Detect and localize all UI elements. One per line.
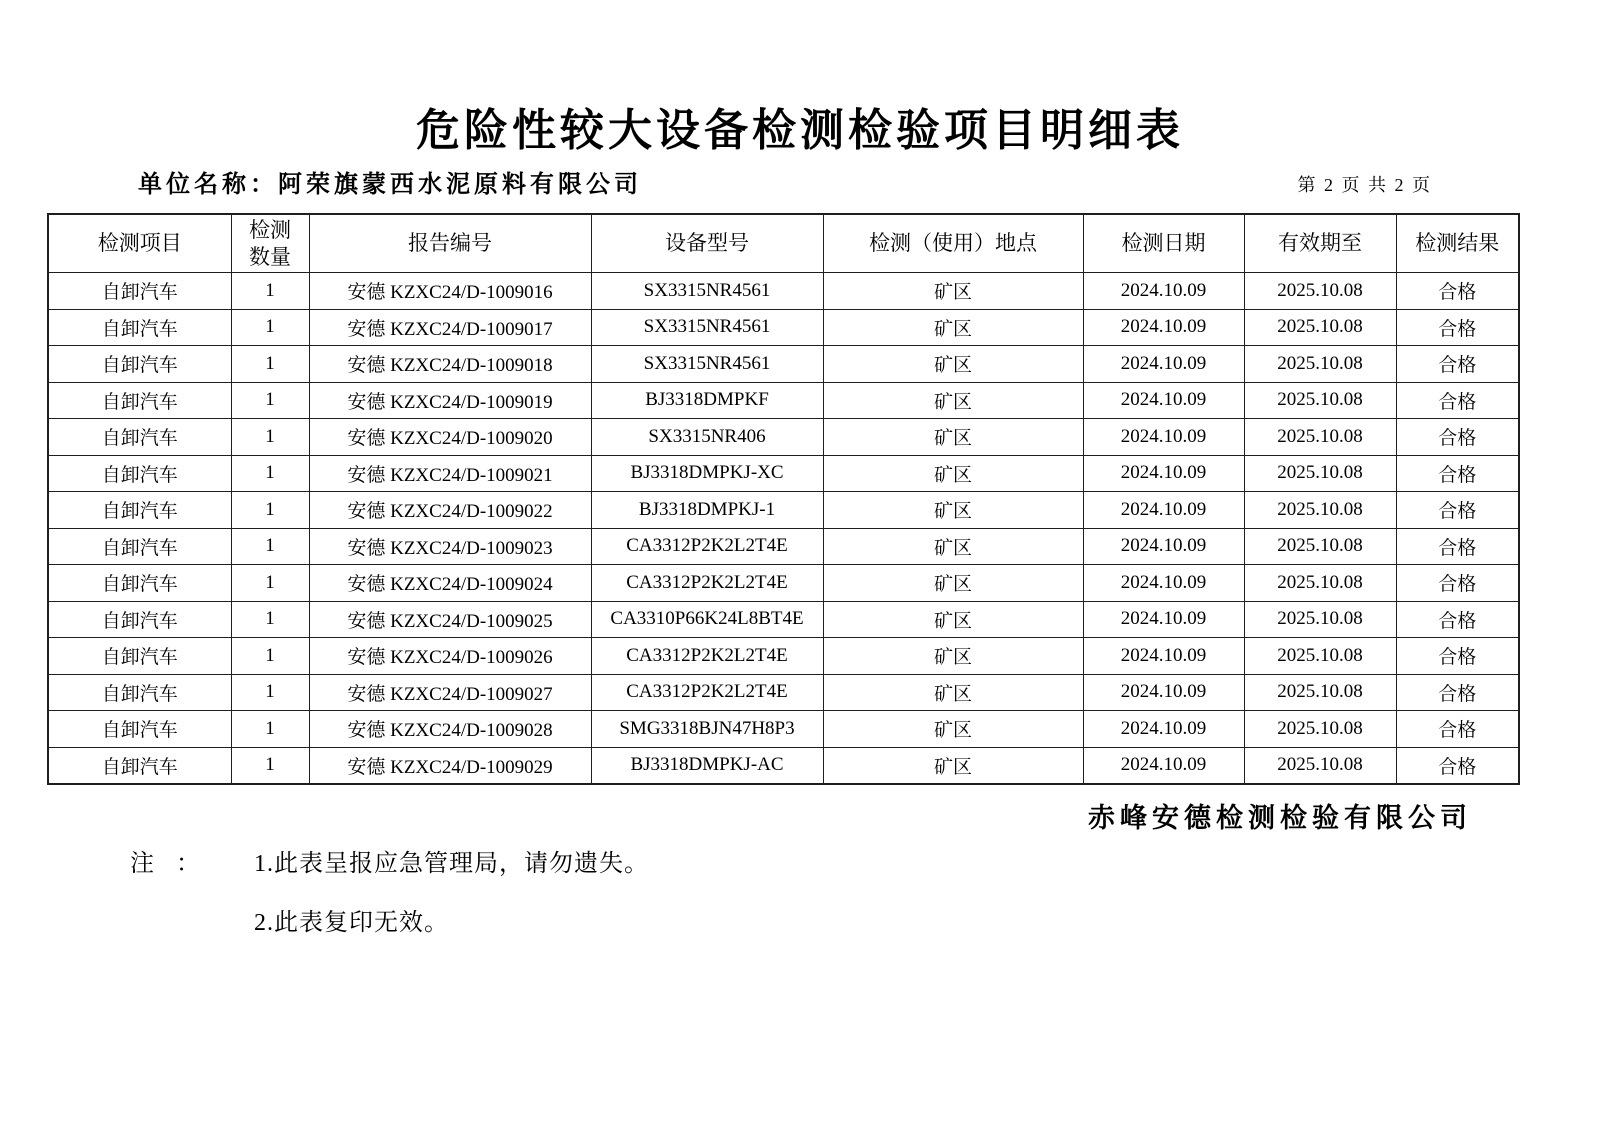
cell-quantity: 1 xyxy=(231,565,309,602)
cell-valid-until: 2025.10.08 xyxy=(1244,674,1396,711)
table-row xyxy=(48,455,1519,492)
cell-report-no: 安德 KZXC24/D-1009028 xyxy=(309,711,591,748)
cell-model: CA3312P2K2L2T4E xyxy=(591,528,823,565)
unit-label: 单位名称： xyxy=(138,172,278,198)
cell-report-no: 安德 KZXC24/D-1009019 xyxy=(309,382,591,419)
cell-valid-until: 2025.10.08 xyxy=(1244,419,1396,456)
cell-quantity: 1 xyxy=(231,674,309,711)
cell-model: SX3315NR4561 xyxy=(591,346,823,383)
cell-date: 2024.10.09 xyxy=(1083,346,1244,383)
cell-report-no: 安德 KZXC24/D-1009021 xyxy=(309,455,591,492)
cell-result: 合格 xyxy=(1396,455,1519,492)
page-title: 危险性较大设备检测检验项目明细表 xyxy=(416,106,1184,155)
cell-location: 矿区 xyxy=(823,601,1083,638)
cell-model: CA3310P66K24L8BT4E xyxy=(591,601,823,638)
cell-valid-until: 2025.10.08 xyxy=(1244,711,1396,748)
cell-model: SX3315NR4561 xyxy=(591,273,823,310)
cell-quantity: 1 xyxy=(231,638,309,675)
cell-location: 矿区 xyxy=(823,273,1083,310)
cell-report-no: 安德 KZXC24/D-1009026 xyxy=(309,638,591,675)
cell-location: 矿区 xyxy=(823,419,1083,456)
cell-quantity: 1 xyxy=(231,346,309,383)
cell-location: 矿区 xyxy=(823,528,1083,565)
cell-date: 2024.10.09 xyxy=(1083,747,1244,784)
cell-date: 2024.10.09 xyxy=(1083,492,1244,529)
cell-report-no: 安德 KZXC24/D-1009025 xyxy=(309,601,591,638)
cell-report-no: 安德 KZXC24/D-1009029 xyxy=(309,747,591,784)
col-header-date: 检测日期 xyxy=(1083,214,1244,273)
note-label: 注 ： xyxy=(130,851,208,877)
cell-quantity: 1 xyxy=(231,528,309,565)
table-row xyxy=(48,711,1519,748)
col-header-item: 检测项目 xyxy=(48,214,231,273)
cell-model: CA3312P2K2L2T4E xyxy=(591,674,823,711)
cell-result: 合格 xyxy=(1396,382,1519,419)
meta-row xyxy=(138,164,1432,199)
cell-item: 自卸汽车 xyxy=(48,528,231,565)
cell-item: 自卸汽车 xyxy=(48,565,231,602)
cell-date: 2024.10.09 xyxy=(1083,528,1244,565)
cell-date: 2024.10.09 xyxy=(1083,419,1244,456)
note-line-2: 2.此表复印无效。 xyxy=(254,910,449,936)
col-header-location: 检测（使用）地点 xyxy=(823,214,1083,273)
inspection-table xyxy=(47,213,1520,785)
cell-valid-until: 2025.10.08 xyxy=(1244,638,1396,675)
table-row xyxy=(48,382,1519,419)
table-row xyxy=(48,565,1519,602)
note-line-1: 1.此表呈报应急管理局，请勿遗失。 xyxy=(254,851,649,877)
cell-location: 矿区 xyxy=(823,455,1083,492)
cell-model: CA3312P2K2L2T4E xyxy=(591,565,823,602)
cell-item: 自卸汽车 xyxy=(48,638,231,675)
page-indicator: 第 2 页 共 2 页 xyxy=(1297,175,1432,195)
cell-valid-until: 2025.10.08 xyxy=(1244,273,1396,310)
cell-report-no: 安德 KZXC24/D-1009017 xyxy=(309,309,591,346)
table-row xyxy=(48,601,1519,638)
cell-result: 合格 xyxy=(1396,638,1519,675)
cell-date: 2024.10.09 xyxy=(1083,638,1244,675)
table-row xyxy=(48,747,1519,784)
cell-quantity: 1 xyxy=(231,601,309,638)
cell-date: 2024.10.09 xyxy=(1083,674,1244,711)
cell-quantity: 1 xyxy=(231,273,309,310)
company-signature: 赤峰安德检测检验有限公司 xyxy=(1088,803,1472,833)
note-lines xyxy=(254,843,649,937)
cell-item: 自卸汽车 xyxy=(48,419,231,456)
cell-quantity: 1 xyxy=(231,382,309,419)
cell-model: SX3315NR4561 xyxy=(591,309,823,346)
cell-item: 自卸汽车 xyxy=(48,455,231,492)
cell-valid-until: 2025.10.08 xyxy=(1244,309,1396,346)
cell-date: 2024.10.09 xyxy=(1083,601,1244,638)
unit-name: 阿荣旗蒙西水泥原料有限公司 xyxy=(278,172,642,198)
cell-valid-until: 2025.10.08 xyxy=(1244,382,1396,419)
col-header-quantity: 检测数量 xyxy=(231,214,309,273)
cell-date: 2024.10.09 xyxy=(1083,309,1244,346)
cell-report-no: 安德 KZXC24/D-1009024 xyxy=(309,565,591,602)
cell-report-no: 安德 KZXC24/D-1009020 xyxy=(309,419,591,456)
table-header-row xyxy=(48,214,1519,273)
cell-model: BJ3318DMPKF xyxy=(591,382,823,419)
cell-model: BJ3318DMPKJ-XC xyxy=(591,455,823,492)
cell-valid-until: 2025.10.08 xyxy=(1244,455,1396,492)
cell-item: 自卸汽车 xyxy=(48,382,231,419)
notes-block xyxy=(130,843,649,937)
table-row xyxy=(48,419,1519,456)
cell-location: 矿区 xyxy=(823,382,1083,419)
cell-location: 矿区 xyxy=(823,747,1083,784)
cell-item: 自卸汽车 xyxy=(48,273,231,310)
cell-item: 自卸汽车 xyxy=(48,711,231,748)
cell-result: 合格 xyxy=(1396,747,1519,784)
table-row xyxy=(48,273,1519,310)
cell-location: 矿区 xyxy=(823,346,1083,383)
cell-model: CA3312P2K2L2T4E xyxy=(591,638,823,675)
col-header-valid-until: 有效期至 xyxy=(1244,214,1396,273)
cell-result: 合格 xyxy=(1396,528,1519,565)
table-row xyxy=(48,674,1519,711)
cell-valid-until: 2025.10.08 xyxy=(1244,528,1396,565)
table-row xyxy=(48,492,1519,529)
cell-quantity: 1 xyxy=(231,419,309,456)
cell-result: 合格 xyxy=(1396,492,1519,529)
cell-location: 矿区 xyxy=(823,638,1083,675)
cell-date: 2024.10.09 xyxy=(1083,273,1244,310)
cell-date: 2024.10.09 xyxy=(1083,565,1244,602)
cell-result: 合格 xyxy=(1396,711,1519,748)
cell-valid-until: 2025.10.08 xyxy=(1244,565,1396,602)
table-row xyxy=(48,638,1519,675)
cell-valid-until: 2025.10.08 xyxy=(1244,601,1396,638)
cell-result: 合格 xyxy=(1396,309,1519,346)
col-header-result: 检测结果 xyxy=(1396,214,1519,273)
cell-model: BJ3318DMPKJ-AC xyxy=(591,747,823,784)
cell-quantity: 1 xyxy=(231,455,309,492)
cell-item: 自卸汽车 xyxy=(48,747,231,784)
cell-quantity: 1 xyxy=(231,747,309,784)
cell-quantity: 1 xyxy=(231,711,309,748)
table-row xyxy=(48,346,1519,383)
cell-location: 矿区 xyxy=(823,565,1083,602)
cell-report-no: 安德 KZXC24/D-1009018 xyxy=(309,346,591,383)
cell-item: 自卸汽车 xyxy=(48,601,231,638)
cell-valid-until: 2025.10.08 xyxy=(1244,747,1396,784)
cell-result: 合格 xyxy=(1396,674,1519,711)
table-row xyxy=(48,528,1519,565)
cell-model: SX3315NR406 xyxy=(591,419,823,456)
unit-name-line xyxy=(138,164,642,199)
cell-location: 矿区 xyxy=(823,309,1083,346)
cell-location: 矿区 xyxy=(823,674,1083,711)
cell-valid-until: 2025.10.08 xyxy=(1244,346,1396,383)
col-header-report-no: 报告编号 xyxy=(309,214,591,273)
cell-date: 2024.10.09 xyxy=(1083,711,1244,748)
cell-result: 合格 xyxy=(1396,601,1519,638)
cell-location: 矿区 xyxy=(823,492,1083,529)
cell-result: 合格 xyxy=(1396,273,1519,310)
cell-report-no: 安德 KZXC24/D-1009016 xyxy=(309,273,591,310)
cell-result: 合格 xyxy=(1396,346,1519,383)
cell-item: 自卸汽车 xyxy=(48,674,231,711)
cell-result: 合格 xyxy=(1396,419,1519,456)
cell-date: 2024.10.09 xyxy=(1083,382,1244,419)
cell-item: 自卸汽车 xyxy=(48,309,231,346)
cell-item: 自卸汽车 xyxy=(48,346,231,383)
cell-model: BJ3318DMPKJ-1 xyxy=(591,492,823,529)
cell-valid-until: 2025.10.08 xyxy=(1244,492,1396,529)
cell-report-no: 安德 KZXC24/D-1009022 xyxy=(309,492,591,529)
cell-quantity: 1 xyxy=(231,492,309,529)
col-header-model: 设备型号 xyxy=(591,214,823,273)
cell-date: 2024.10.09 xyxy=(1083,455,1244,492)
cell-quantity: 1 xyxy=(231,309,309,346)
table-row xyxy=(48,309,1519,346)
cell-item: 自卸汽车 xyxy=(48,492,231,529)
cell-report-no: 安德 KZXC24/D-1009023 xyxy=(309,528,591,565)
cell-location: 矿区 xyxy=(823,711,1083,748)
cell-report-no: 安德 KZXC24/D-1009027 xyxy=(309,674,591,711)
cell-model: SMG3318BJN47H8P3 xyxy=(591,711,823,748)
cell-result: 合格 xyxy=(1396,565,1519,602)
